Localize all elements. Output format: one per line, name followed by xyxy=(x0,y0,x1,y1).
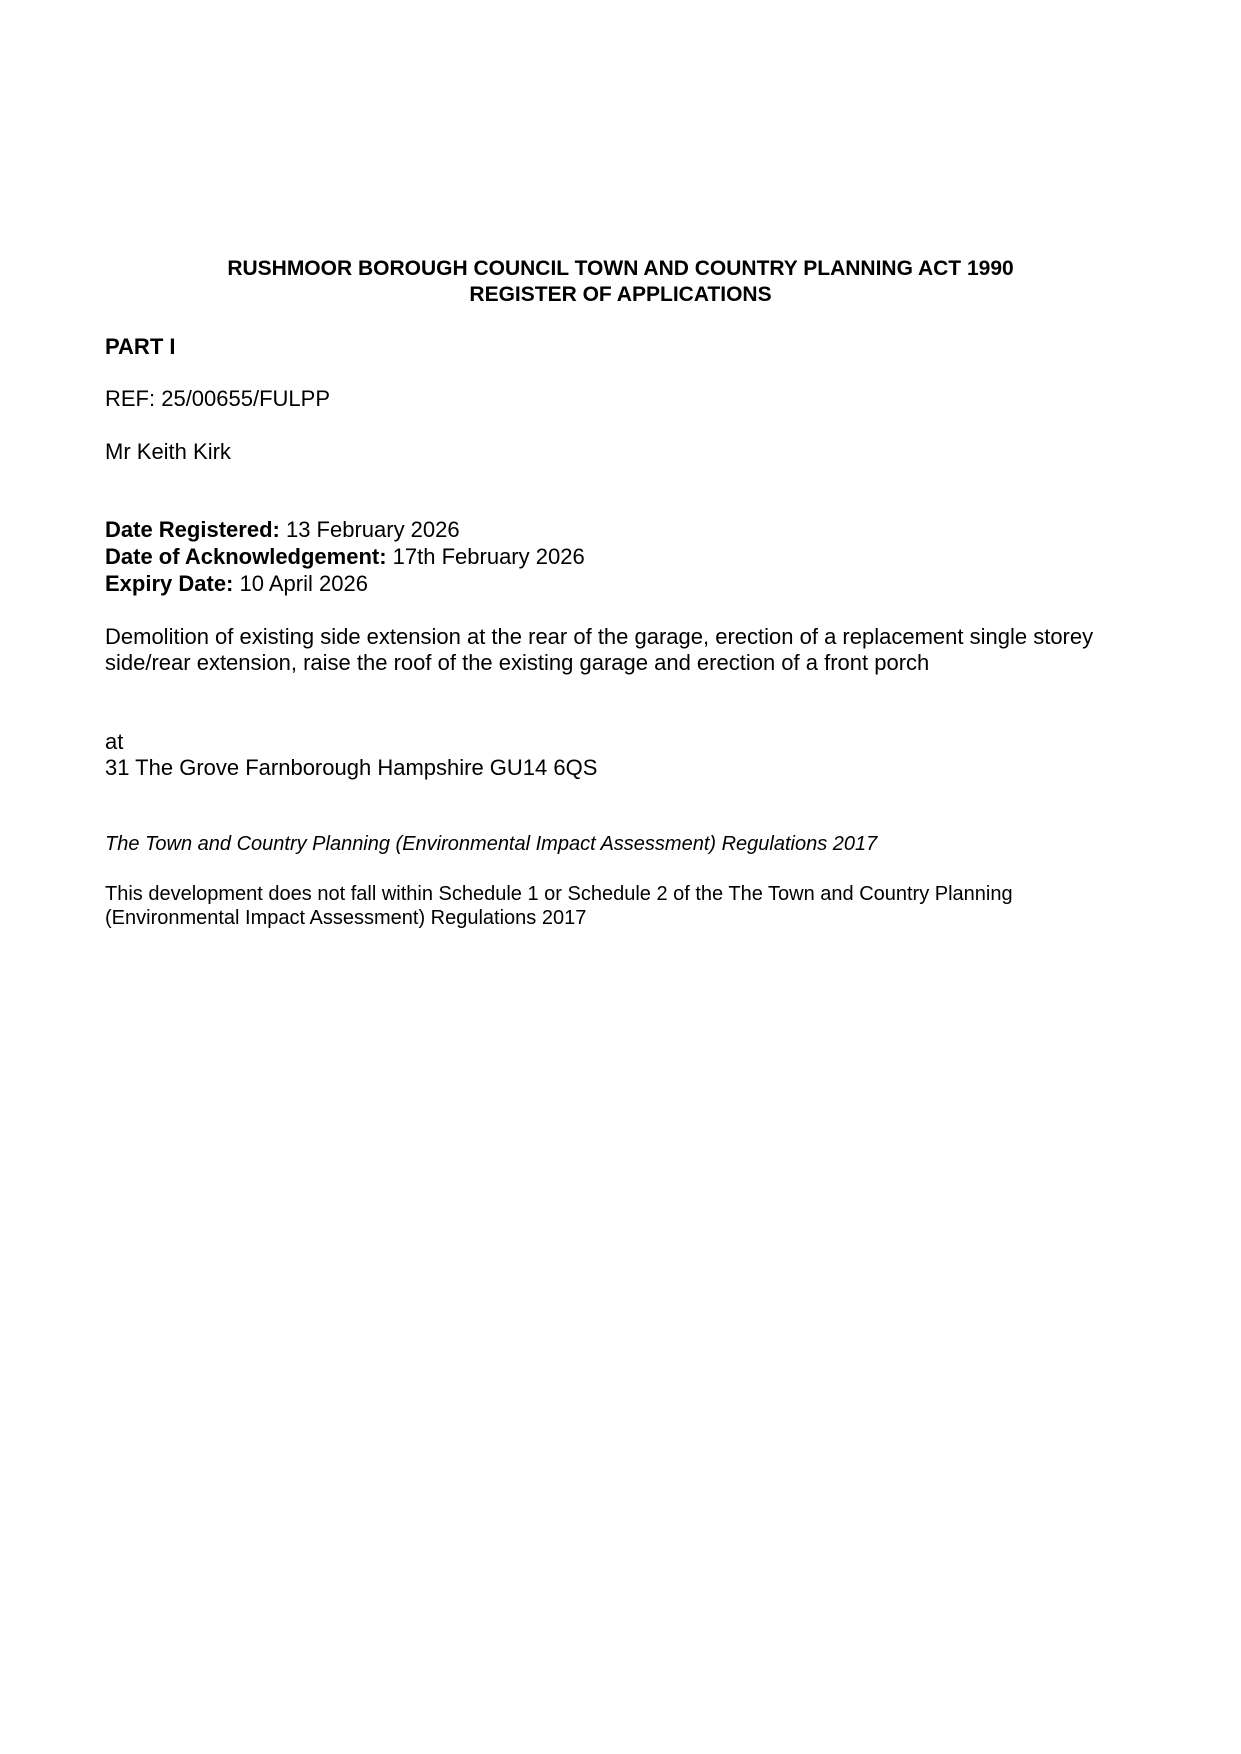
date-acknowledgement-label: Date of Acknowledgement: xyxy=(105,544,387,569)
date-registered-label: Date Registered: xyxy=(105,517,280,542)
location-at: at xyxy=(105,729,124,754)
document-subtitle: REGISTER OF APPLICATIONS xyxy=(469,283,772,306)
dates-block xyxy=(105,516,585,597)
part-heading: PART I xyxy=(105,334,176,359)
expiry-date-value: 10 April 2026 xyxy=(233,571,368,596)
regulations-title: The Town and Country Planning (Environmental Impact Assessment) Regulations 2017 xyxy=(105,833,878,855)
date-acknowledgement-row xyxy=(105,543,585,570)
site-address: 31 The Grove Farnborough Hampshire GU14 6QS xyxy=(105,755,598,780)
date-registered-row xyxy=(105,516,585,543)
proposal-description: Demolition of existing side extension at the rear of the garage, erection of a replacement single storey side/rear extension, raise the roof of the existing garage and erection of a front porch xyxy=(105,624,1094,675)
expiry-date-row xyxy=(105,570,585,597)
regulations-statement: This development does not fall within Schedule 1 or Schedule 2 of the The Town and Country Planning (Environmental Impact Assessment) Regulations 2017 xyxy=(105,883,1013,929)
document-title: RUSHMOOR BOROUGH COUNCIL TOWN AND COUNTRY PLANNING ACT 1990 xyxy=(227,257,1014,280)
reference-number: REF: 25/00655/FULPP xyxy=(105,386,331,411)
expiry-date-label: Expiry Date: xyxy=(105,571,234,596)
date-acknowledgement-value: 17th February 2026 xyxy=(386,544,585,569)
date-registered-value: 13 February 2026 xyxy=(279,517,460,542)
applicant-name: Mr Keith Kirk xyxy=(105,439,231,464)
